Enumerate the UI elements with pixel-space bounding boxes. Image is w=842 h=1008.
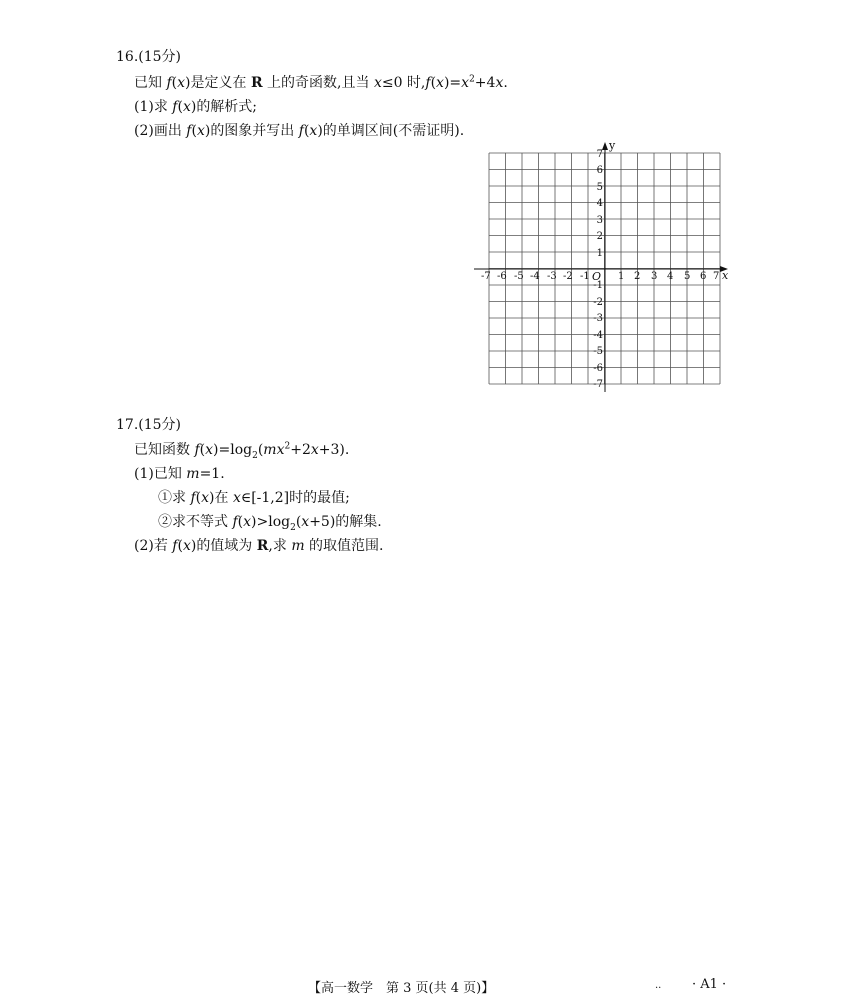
x-symbol: x: [310, 442, 319, 458]
exponent: 2: [469, 74, 475, 85]
q17-sub2-d: +5)的解集.: [309, 514, 382, 530]
y-tick-label: -4: [593, 330, 603, 341]
x-symbol: x: [205, 442, 214, 458]
x-symbol: x: [373, 75, 382, 91]
q17-sub2-c: (: [295, 514, 302, 530]
f-symbol: f: [190, 490, 196, 506]
q17-sub1-a: ①求: [158, 490, 191, 506]
period: .: [503, 75, 508, 91]
y-tick-label: -7: [593, 379, 603, 390]
q17-part2-d: 的取值范围.: [304, 538, 384, 554]
f-symbol: f: [194, 442, 200, 458]
q17-part1-sub1: ①求 f(x)在 x∈[-1,2]时的最值;: [158, 490, 350, 506]
q17-part2: (2)若 f(x)的值域为 R,求 m 的取值范围.: [134, 538, 384, 554]
x-tick-label: -5: [514, 271, 524, 282]
q17-sub2-a: ②求不等式: [158, 514, 233, 530]
f-symbol: f: [166, 75, 172, 91]
q16-number: 16.: [116, 49, 139, 65]
log-base: 2: [290, 522, 296, 533]
y-tick-label: 6: [596, 165, 603, 176]
y-tick-label: -6: [593, 363, 603, 374]
x-tick-label: 7: [713, 271, 720, 282]
x-axis-label: x: [722, 269, 729, 282]
x-symbol: x: [232, 490, 241, 506]
y-tick-label: 1: [596, 248, 603, 259]
f-symbol: f: [172, 99, 178, 115]
q16-stem: 已知 f(x)是定义在 R 上的奇函数,且当 x≤0 时$,f(x)=x^2+4x$.: [134, 74, 508, 91]
q16-part1-label: (1)求: [134, 99, 173, 115]
q17-part1: [134, 465, 225, 483]
y-tick-label: 4: [596, 198, 603, 209]
equals-log: =log: [218, 442, 253, 458]
q16-part1-tail: 的解析式;: [196, 99, 258, 115]
x-symbol: x: [196, 123, 205, 139]
y-tick-label: 3: [596, 215, 603, 226]
footer-dots: ..: [655, 980, 662, 991]
y-tick-label: 2: [596, 231, 603, 242]
q16-part2-label: (2)画出: [134, 123, 187, 139]
x-tick-label: -6: [497, 271, 507, 282]
q17-stem-a: 已知函数: [134, 442, 195, 458]
x-tick-label: -3: [547, 271, 557, 282]
x-tick-label: 5: [684, 271, 691, 282]
q16-part1: (1)求 f(x)的解析式;: [134, 99, 258, 115]
q17-sub1-b: 在: [214, 490, 233, 506]
log-base: 2: [252, 450, 258, 461]
q17-sub2-b: >log: [256, 514, 291, 530]
q17-part1-eq: =1.: [199, 466, 225, 482]
x-tick-label: 1: [618, 271, 625, 282]
x-tick-label: 4: [667, 271, 674, 282]
exponent: 2: [284, 441, 291, 452]
q17-number: 17.: [116, 417, 139, 433]
q17-stem: 已知函数 $f(x)=\log_2(mx^2+2x+3)$.: [134, 441, 350, 461]
y-tick-label: 7: [596, 149, 603, 160]
reals-symbol: R: [256, 538, 269, 554]
q17-part2-b: 的值域为: [196, 538, 257, 554]
q17-points: (15分): [138, 417, 182, 433]
q16-header: [116, 48, 181, 66]
y-tick-label: -3: [593, 313, 603, 324]
x-symbol: x: [182, 538, 191, 554]
x-symbol: x: [177, 75, 186, 91]
x-tick-label: 2: [634, 271, 641, 282]
q16-points: (15分): [138, 49, 182, 65]
q17-part1-label: (1)已知: [134, 466, 187, 482]
q17-part1-sub2: ②求不等式 $f(x)>\log_2(x+5)$的解集.: [158, 514, 382, 533]
x-symbol: x: [201, 490, 210, 506]
m-symbol: m: [263, 442, 277, 458]
q17-part2-c: ,求: [268, 538, 292, 554]
x-symbol: x: [309, 123, 318, 139]
f-symbol: f: [298, 123, 304, 139]
x-tick-label: -1: [580, 271, 590, 282]
m-symbol: m: [186, 466, 200, 482]
q16-part2-tail: 的单调区间(不需证明).: [322, 123, 465, 139]
x-symbol: x: [436, 75, 444, 91]
q16-stem-a: 已知: [134, 75, 167, 91]
equals: =: [449, 75, 462, 91]
x-symbol: x: [495, 75, 504, 91]
q16-stem-c: 上的奇函数,且当: [262, 75, 374, 91]
x-tick-label: 3: [651, 271, 658, 282]
y-tick-label: -1: [593, 280, 603, 291]
reals-symbol: R: [250, 75, 263, 91]
x-symbol: x: [301, 514, 310, 530]
q17-header: [116, 416, 181, 434]
paren-open: (: [257, 442, 264, 458]
q16-condition: ≤0 时,: [381, 75, 426, 91]
x-symbol: x: [461, 75, 470, 91]
m-symbol: m: [291, 538, 305, 554]
f-symbol: f: [172, 538, 178, 554]
x-tick-label: 6: [700, 271, 707, 282]
f-symbol: f: [425, 75, 431, 91]
coordinate-grid: [470, 138, 736, 398]
plus-three: +3).: [318, 442, 350, 458]
q17-part2-a: (2)若: [134, 538, 173, 554]
y-tick-label: 5: [596, 182, 603, 193]
x-tick-label: -4: [530, 271, 540, 282]
x-tick-label: -7: [481, 271, 491, 282]
q16-part2: (2)画出 f(x)的图象并写出 f(x)的单调区间(不需证明).: [134, 123, 465, 139]
origin-label: O: [592, 270, 602, 283]
page-footer: 【高一数学 第 3 页(共 4 页)】: [308, 981, 495, 996]
x-symbol: x: [182, 99, 191, 115]
y-axis-label: y: [609, 139, 616, 152]
y-tick-label: -5: [593, 346, 603, 357]
f-symbol: f: [232, 514, 238, 530]
plus-two: +2: [290, 442, 311, 458]
paper-code: · A1 ·: [692, 977, 727, 992]
x-symbol: x: [243, 514, 252, 530]
q16-stem-b: 是定义在: [190, 75, 251, 91]
y-tick-label: -2: [593, 297, 603, 308]
q16-part2-mid: 的图象并写出: [210, 123, 299, 139]
x-symbol: x: [276, 442, 285, 458]
f-symbol: f: [186, 123, 192, 139]
plus-four: +4: [474, 75, 496, 91]
x-tick-label: -2: [563, 271, 573, 282]
q17-sub1-c: ∈[-1,2]时的最值;: [240, 490, 350, 506]
